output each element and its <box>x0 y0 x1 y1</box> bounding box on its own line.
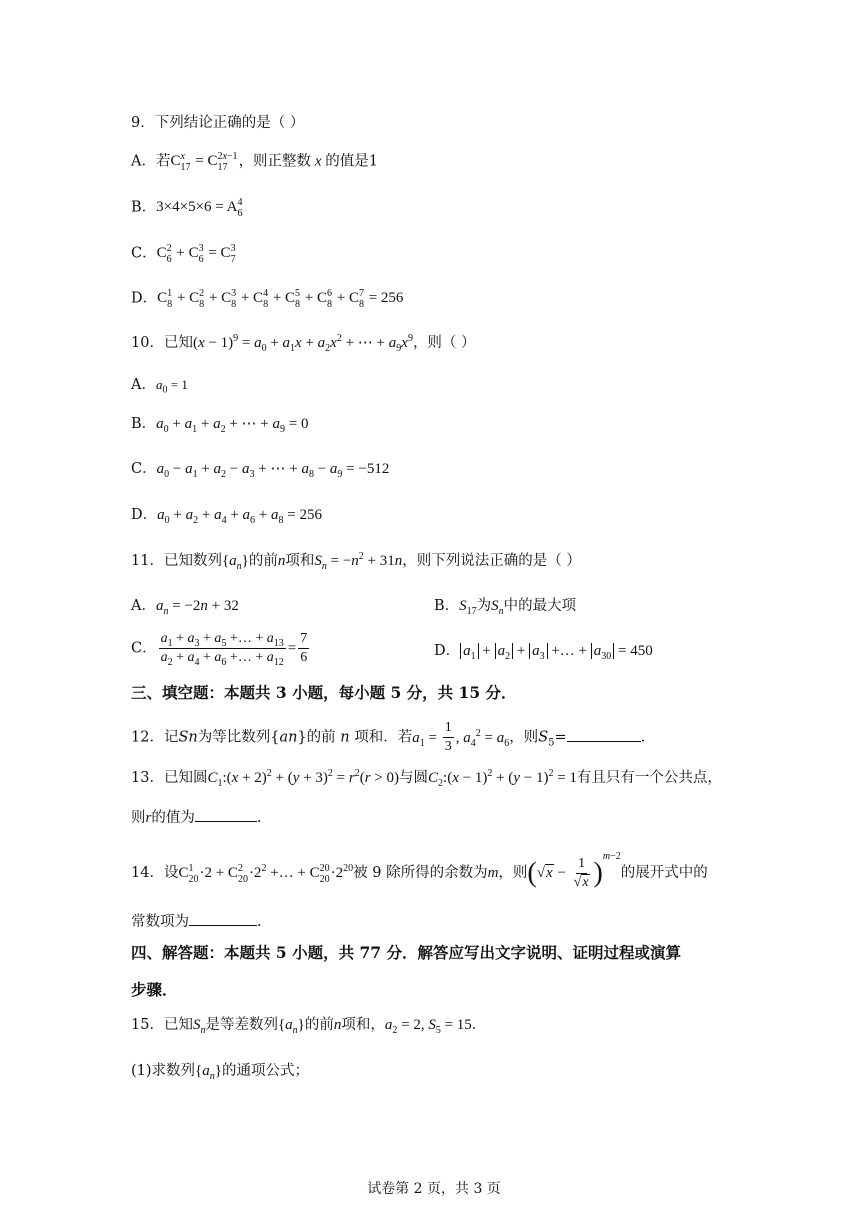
q9-b-label: B． <box>131 199 157 216</box>
q12-s5-sub: 5 <box>548 737 555 749</box>
q11-option-c: C． $\frac{a_1 + a_3 + a_5 +\dots + a_{13}}{a_2 + a_4 + a_6 +\dots + a_{12}}$ = $\frac{7}{6}$ <box>131 631 308 668</box>
q13-post: 有且只有一个公共点， <box>576 770 722 786</box>
q11-prefix: 11．已知数列 <box>131 553 222 569</box>
q13-line2: 则r的值为 . <box>131 807 261 828</box>
q15-sub1-post: 的通项公式； <box>221 1063 309 1079</box>
q9-stem: 9．下列结论正确的是（ ） <box>131 115 305 131</box>
q13-stem: 13．已知圆$C_1:(x + 2)^2 + (y + 3)^2 = r^2(r > 0)$与圆$C_2:(x - 1)^2 + (y - 1)^2 = 1$有且只有一个公共点， <box>131 768 722 789</box>
q14-mid: 被 9 除所得的余数为 <box>353 864 488 881</box>
q9-a-prefix: A．若 <box>131 153 171 170</box>
q12-sn: Sn <box>178 729 198 746</box>
q12-t2: }的前 <box>297 729 336 746</box>
q12-n: n <box>340 729 350 746</box>
q15-prefix: 15．已知 <box>131 1017 193 1033</box>
q10-b-label: B． <box>131 416 157 432</box>
q11-stem: 11．已知数列$\{a_n\}$的前n项和$S_n = -n^2 + 31n$，则下列说法正确的是（ ） <box>131 551 581 572</box>
q13-end: . <box>256 810 262 826</box>
q14-mid2: ，则 <box>498 864 528 881</box>
q14-prefix: 14．设 <box>131 864 179 881</box>
q11-b-text: 为 <box>476 598 492 614</box>
q11-option-b: B．$S_{17}$为$S_n$中的最大项 <box>434 598 577 617</box>
q11-option-a: A．$a_n = -2n + 32$ <box>131 598 239 617</box>
q10-option-a: A．$a_0 = 1$ <box>131 377 188 396</box>
q14-line2 <box>131 911 262 932</box>
q9-d-label: D． <box>131 290 158 307</box>
q15-end: ． <box>471 1017 487 1033</box>
q11-mid2: 项和 <box>285 553 315 569</box>
q12-s5: S <box>538 729 549 746</box>
q15-subquestion-1: (1)求数列$\{a_n\}$的通项公式； <box>131 1063 309 1082</box>
q9-option-d: D．C 1 8 + C 2 8 + C 3 8 + C 4 8 + C 5 8 + C 6 8 + C 7 8 = 256 <box>131 288 404 310</box>
q15-sub1-prefix: (1)求数列 <box>131 1063 196 1079</box>
section-4-heading-line2: 步骤． <box>131 980 178 999</box>
q10-prefix: 10．已知 <box>131 335 193 351</box>
q10-d-label: D． <box>131 507 158 523</box>
page-footer: 试卷第 2 页，共 3 页 <box>367 1181 501 1197</box>
q10-option-b: B．$a_0 + a_1 + a_2$ + ⋯ + $a_9 = 0$ <box>131 416 309 435</box>
q14-end: . <box>257 914 262 930</box>
q11-d-label: D． <box>434 643 461 659</box>
q12-stem: 12．记Sn为等比数列{an}的前 n 项和．若$a_1$ = $\frac{1}{3}$ , $a_4^2 = a_6$，则$S_5=$ . <box>131 720 646 754</box>
q13-line2-prefix: 则 <box>131 810 146 826</box>
q13-answer-blank[interactable] <box>195 807 257 822</box>
q15-stem: 15．已知$S_n$是等差数列$\{a_n\}$的前n项和，$a_2 = 2$, $S_5 = 15$． <box>131 1017 487 1036</box>
q10-option-d: D．$a_0 + a_2 + a_4 + a_6 + a_8 = 256$ <box>131 507 322 526</box>
q12-end: . <box>640 729 646 746</box>
q14-answer-blank[interactable] <box>189 911 257 926</box>
q9-option-a: A．若C x 17 = C 2x−1 17 ，则正整数 x 的值是1 <box>131 151 378 173</box>
q11-b-label: B． <box>434 598 460 614</box>
q10-stem: 10．已知$(x - 1)^9 = a_0 + a_1x + a_2x^2$ + ⋯ + $a_9x^9$，则（ ） <box>131 333 476 354</box>
q12-t3: 项和．若 <box>354 729 413 746</box>
q12-t5: = <box>554 729 567 746</box>
q13-mid: 与圆 <box>399 770 429 786</box>
q9-option-c: C．C 2 6 + C 3 6 = C 3 7 <box>131 243 236 265</box>
q15-mid2: 的前 <box>304 1017 334 1033</box>
q12-t4: ，则 <box>509 729 539 746</box>
q11-option-d: D． $a_1 + a_2 + a_3$ +… + $a_{30} = 450$ <box>434 643 653 662</box>
q11-mid1: 的前 <box>248 553 278 569</box>
q10-c-label: C． <box>131 461 157 477</box>
section-4-heading-line1: 四、解答题：本题共 5 小题，共 77 分．解答应写出文字说明、证明过程或演算 <box>131 943 681 962</box>
q11-post: ，则下列说法正确的是（ ） <box>402 553 581 569</box>
q12-t1: 为等比数列{ <box>197 729 280 746</box>
q15-mid: 是等差数列 <box>205 1017 278 1033</box>
q15-mid3: 项和， <box>341 1017 385 1033</box>
q12-answer-blank[interactable] <box>567 727 641 742</box>
q13-prefix: 13．已知圆 <box>131 770 208 786</box>
q10-post: ，则（ ） <box>412 335 476 351</box>
q12-prefix: 12．记 <box>131 729 179 746</box>
q12-an: an <box>279 729 298 746</box>
q10-a-label: A． <box>131 377 156 393</box>
q14-stem: 14．设C 1 20 ·2 + C 2 20 $\cdot 2^2$ +… + C 20 20 $\cdot 2^{20}$被 9 除所得的余数为m，则(√x − $\frac{1}{√x}$ )$^{m-2}$的展开式中的 <box>131 850 708 890</box>
q9-a-post: ，则正整数 <box>238 153 312 170</box>
section-3-heading: 三、填空题：本题共 3 小题，每小题 5 分，共 15 分． <box>131 683 517 702</box>
q14-post: 的展开式中的 <box>620 864 708 881</box>
q11-c-label: C． <box>131 640 157 657</box>
q10-option-c: C．$a_0 - a_1 + a_2 - a_3$ + ⋯ + $a_8 - a_9 = -512$ <box>131 461 390 480</box>
q13-line2-post: 的值为 <box>151 810 195 826</box>
q9-a-tail: 的值是1 <box>325 153 378 170</box>
q9-c-label: C． <box>131 245 157 262</box>
q11-b-tail: 中的最大项 <box>503 598 577 614</box>
q11-a-label: A． <box>131 598 156 614</box>
q9-option-b: B．3×4×5×6 = A 4 6 <box>131 197 243 219</box>
q14-line2-text: 常数项为 <box>131 914 189 930</box>
